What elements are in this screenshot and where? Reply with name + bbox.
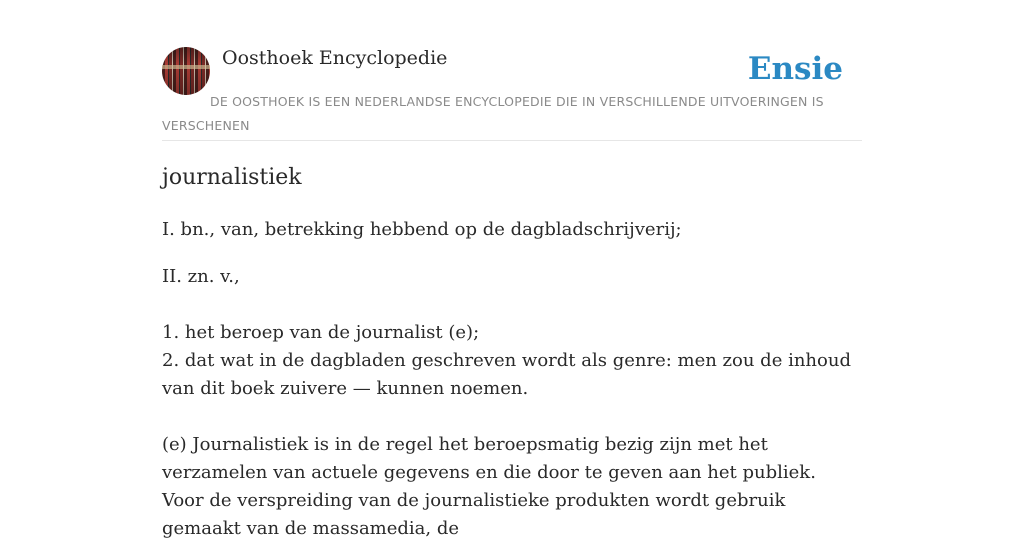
definition-adjective: I. bn., van, betrekking hebbend op de dagbladschrijverij; — [162, 219, 682, 240]
site-avatar[interactable] — [162, 47, 210, 95]
definition-noun-sense-2: 2. dat wat in de dagbladen geschreven wordt als genre: men zou de inhoud van dit boek zuivere — kunnen noemen. — [162, 350, 851, 399]
brand-logo-link[interactable]: Ensie — [747, 51, 843, 87]
definition-noun-heading: II. zn. v., — [162, 266, 240, 287]
definition-noun-sense-1: 1. het beroep van de journalist (e); — [162, 322, 480, 343]
content-column — [162, 0, 862, 539]
site-header — [162, 0, 862, 141]
site-title-link[interactable]: Oosthoek Encyclopedie — [222, 47, 448, 69]
article-title: journalistiek — [162, 165, 302, 190]
article-body-paragraph: (e) Journalistiek is in de regel het beroepsmatig bezig zijn met het verzamelen van actuele gegevens en die door te geven aan het publiek. Voor de verspreiding van de journalistieke produkten wordt gebruik gemaakt van de massamedia, de — [162, 434, 816, 539]
site-tagline: DE OOSTHOEK IS EEN NEDERLANDSE ENCYCLOPEDIE DIE IN VERSCHILLENDE UITVOERINGEN IS VERSCHENEN — [162, 94, 824, 133]
